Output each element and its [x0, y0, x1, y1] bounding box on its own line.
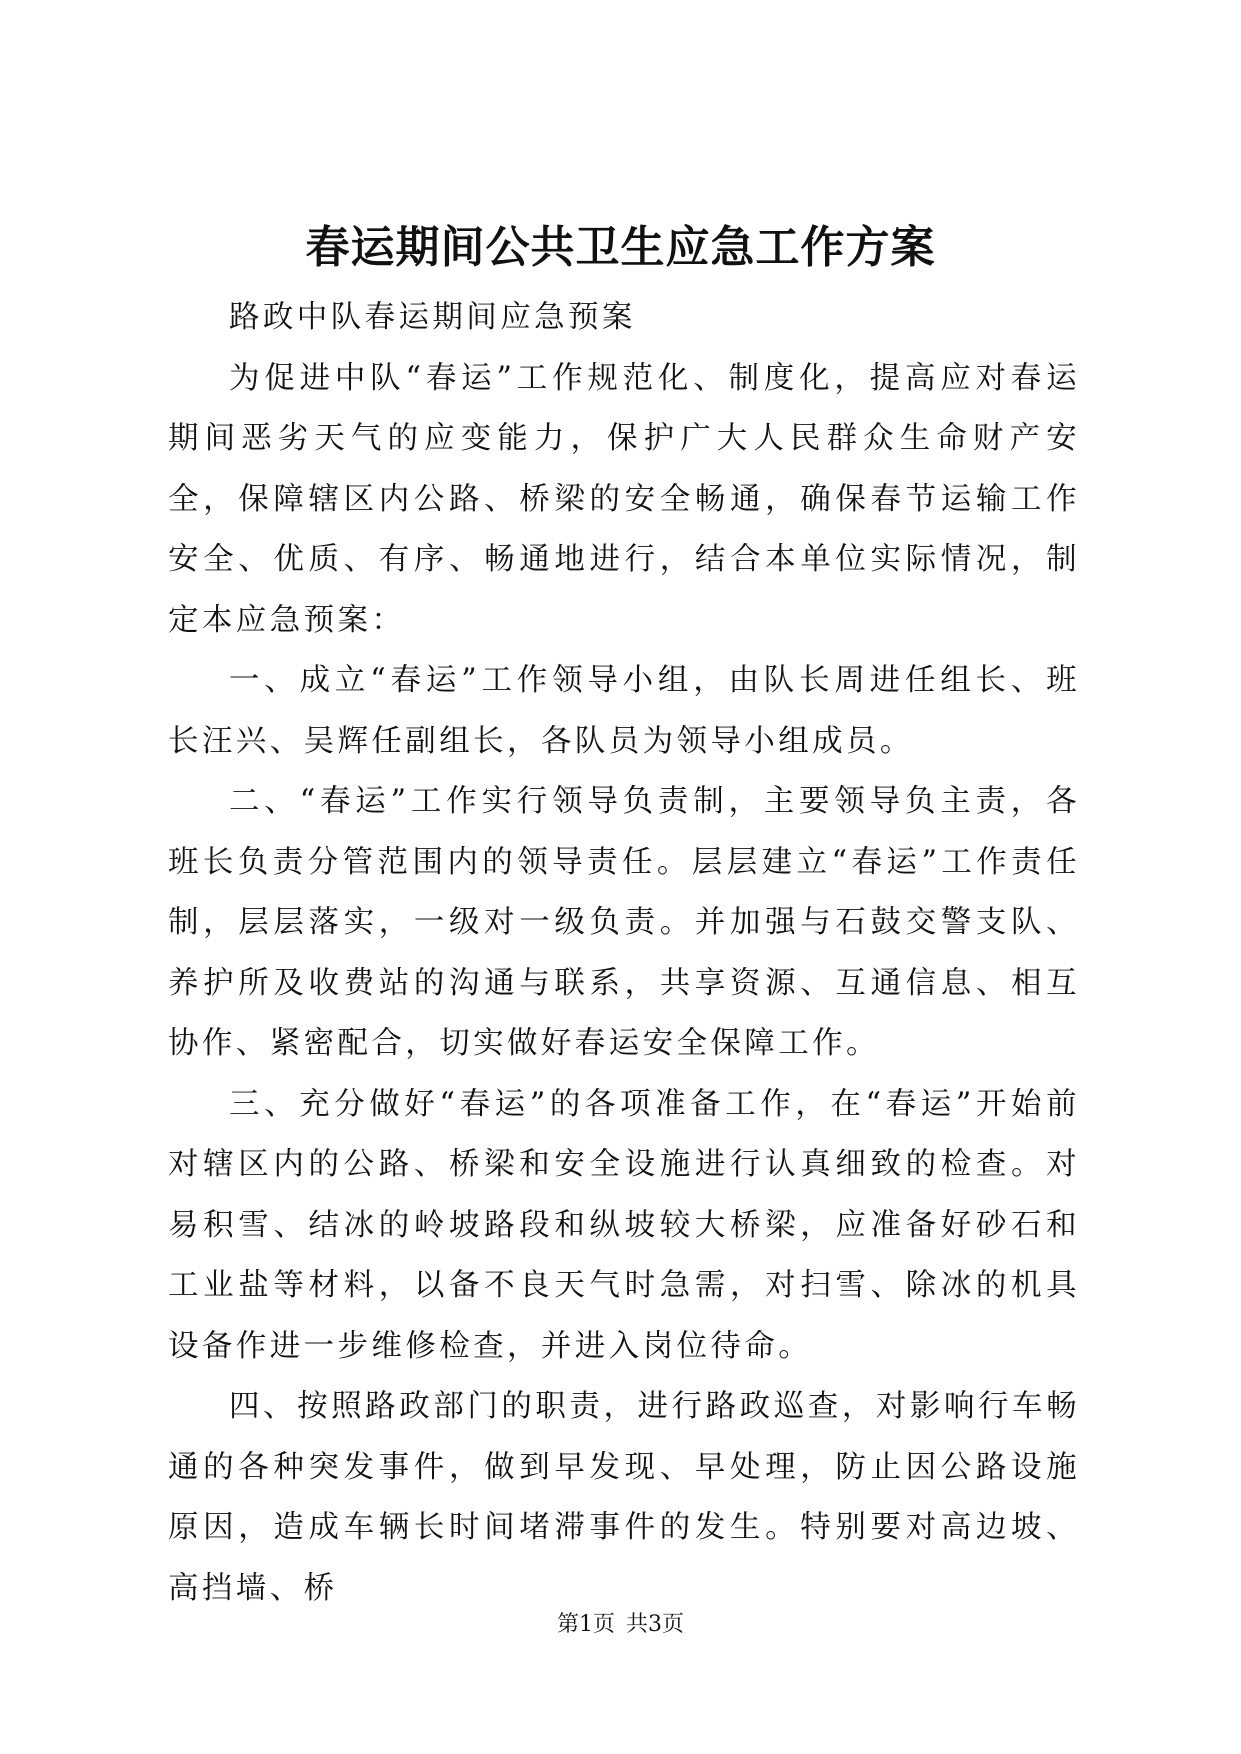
- page-number: 第1页: [557, 1612, 615, 1637]
- section-one-paragraph: 一、成立“春运”工作领导小组，由队长周进任组长、班长汪兴、吴辉任副组长，各队员为领导小组成员。: [168, 663, 1080, 759]
- document-title: 春运期间公共卫生应急工作方案: [305, 222, 936, 273]
- subtitle-paragraph: 路政中队春运期间应急预案: [229, 300, 636, 335]
- document-body: [168, 288, 1080, 1619]
- section-two-paragraph: 二、“春运”工作实行领导负责制，主要领导负主责，各班长负责分管范围内的领导责任。层层建立“春运”工作责任制，层层落实，一级对一级负责。并加强与石鼓交警支队、养护所及收费站的沟通与联系，共享资源、互通信息、相互协作、紧密配合，切实做好春运安全保障工作。: [168, 784, 1080, 1061]
- section-four-paragraph: 四、按照路政部门的职责，进行路政巡查，对影响行车畅通的各种突发事件，做到早发现、早处理，防止因公路设施原因，造成车辆长时间堵滞事件的发生。特别要对高边坡、高挡墙、桥: [168, 1389, 1080, 1606]
- page-footer: [0, 1610, 1241, 1640]
- section-three-paragraph: 三、充分做好“春运”的各项准备工作，在“春运”开始前对辖区内的公路、桥梁和安全设施进行认真细致的检查。对易积雪、结冰的岭坡路段和纵坡较大桥梁，应准备好砂石和工业盐等材料，以备不良天气时急需，对扫雪、除冰的机具设备作进一步维修检查，并进入岗位待命。: [168, 1086, 1080, 1364]
- intro-paragraph: 为促进中队“春运”工作规范化、制度化，提高应对春运期间恶劣天气的应变能力，保护广大人民群众生命财产安全，保障辖区内公路、桥梁的安全畅通，确保春节运输工作安全、优质、有序、畅通地进行，结合本单位实际情况，制定本应急预案：: [168, 360, 1080, 638]
- page-total: 共3页: [626, 1612, 684, 1637]
